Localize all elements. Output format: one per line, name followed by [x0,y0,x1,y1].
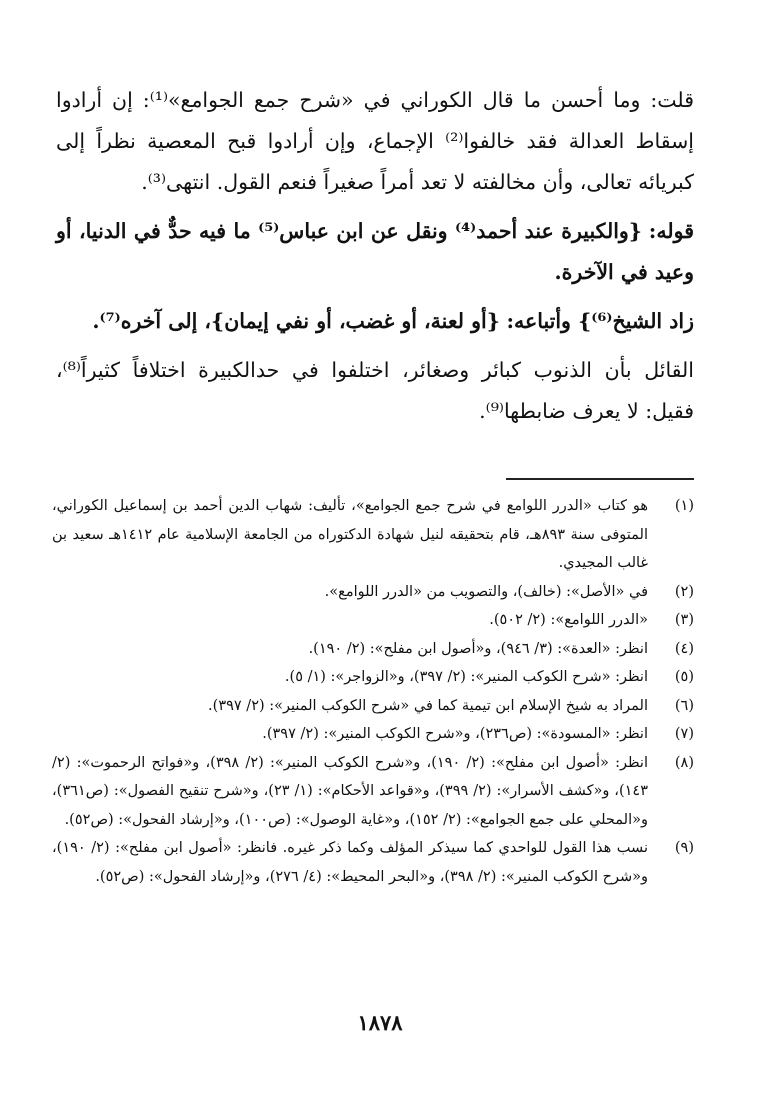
footnote-number: (٦) [674,697,694,714]
paragraph-2 [56,211,694,293]
footnotes [52,492,694,891]
footnote-divider [506,478,694,480]
footnote-text: انظر: «المسودة»: (ص٢٣٦)، و«شرح الكوكب المنير»: (٢/ ٣٩٧). [262,726,648,742]
paragraph-2-text: {والكبيرة عند أحمد⁽⁴⁾ ونقل عن ابن عباس⁽⁵⁾ ما فيه حدٌّ في الدنيا، أو وعيد في الآخرة. [56,219,694,284]
footnote-text: هو كتاب «الدرر اللوامع في شرح جمع الجوامع»، تأليف: شهاب الدين أحمد بن إسماعيل الكوراني، المتوفى سنة ٨٩٣هـ، قام بتحقيقه لنيل شهادة الدكتوراه من الجامعة الإسلامية عام ١٤١٢هـ سعيد بن غالب المجيدي. [52,498,649,571]
footnote-2 [52,578,694,607]
footnote-text: انظر: «شرح الكوكب المنير»: (٢/ ٣٩٧)، و«الزواجر»: (١/ ٥). [284,669,648,685]
footnote-number: (٥) [674,669,694,685]
footnote-text: انظر: «أصول ابن مفلح»: (٢/ ١٩٠)، و«شرح الكوكب المنير»: (٢/ ٣٩٨)، و«فواتح الرحموت»: (٢/ ١٤٣)، و«كشف الأسرار»: (٢/ ٣٩٩)، و«قواعد الأحكام»: (١/ ٢٣)، و«شرح تنقيح الفصول»: (ص٣٦١)، و«المحلي على جمع الجوامع»: (٢/ ١٥٢)، و«غاية الوصول»: (ص١٠٠)، و«إرشاد الفحول»: (ص٥٢). [52,754,649,828]
footnote-7 [52,720,694,749]
footnote-4 [52,635,694,664]
paragraph-3-text: {أو لعنة، أو غضب، أو نفي إيمان}، إلى آخره⁽⁷⁾. [92,309,500,333]
footnote-number: (٧) [674,726,694,742]
paragraph-3-label: زاد الشيخ⁽⁶⁾} وأتباعه: [506,309,694,333]
page-number: ١٨٧٨ [357,1010,403,1035]
footnote-3 [52,606,694,635]
footnote-text: «الدرر اللوامع»: (٢/ ٥٠٢). [489,612,648,628]
footnote-number: (٣) [674,612,694,628]
main-text [56,80,694,440]
paragraph-1: قلت: وما أحسن ما قال الكوراني في «شرح جمع الجوامع»⁽¹⁾: إن أرادوا إسقاط العدالة فقد خالفوا⁽²⁾ الإجماع، وإن أرادوا قبح المعصية نظراً إلى كبريائه تعالى، وأن مخالفته لا تعد أمراً صغيراً فنعم القول. انتهى⁽³⁾. [56,88,695,194]
footnote-number: (١) [674,498,694,514]
footnote-text: انظر: «العدة»: (٣/ ٩٤٦)، و«أصول ابن مفلح»: (٢/ ١٩٠). [308,640,648,657]
footnote-5 [52,663,694,692]
paragraph-4: القائل بأن الذنوب كبائر وصغائر، اختلفوا في حدالكبيرة اختلافاً كثيراً⁽⁸⁾، فقيل: لا يعرف ضابطها⁽⁹⁾. [56,358,694,423]
footnote-number: (٤) [674,640,694,657]
footnote-number: (٢) [674,583,694,600]
footnote-9 [52,834,694,891]
footnote-8 [52,749,694,835]
footnote-number: (٩) [674,840,694,856]
paragraph-2-label: قوله: [648,219,694,243]
paragraph-3 [56,301,694,342]
footnote-text: نسب هذا القول للواحدي كما سيذكر المؤلف وكما ذكر غيره. فانظر: «أصول ابن مفلح»: (٢/ ١٩٠)، و«شرح الكوكب المنير»: (٢/ ٣٩٨)، و«البحر المحيط»: (٤/ ٢٧٦)، و«إرشاد الفحول»: (ص٥٢). [52,840,648,885]
footnote-6 [52,692,694,721]
footnote-1 [52,492,694,578]
footnote-text: في «الأصل»: (خالف)، والتصويب من «الدرر اللوامع». [324,583,648,600]
footnote-text: المراد به شيخ الإسلام ابن تيمية كما في «شرح الكوكب المنير»: (٢/ ٣٩٧). [208,697,648,714]
footnote-number: (٨) [674,754,694,771]
